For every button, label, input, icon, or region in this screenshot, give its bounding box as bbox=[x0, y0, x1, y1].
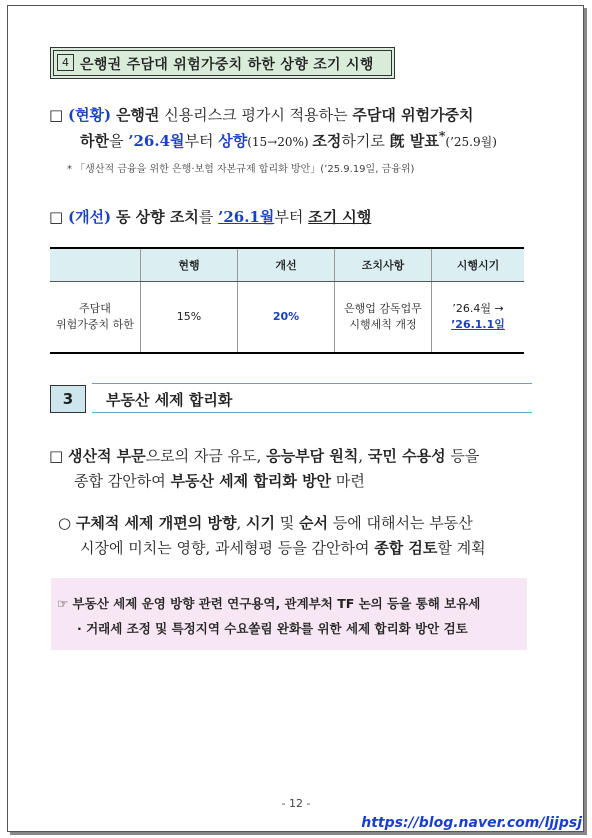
review-box bbox=[51, 578, 527, 650]
para2-line-1 bbox=[58, 512, 473, 533]
current-l2-i: 旣 발표 bbox=[389, 132, 439, 150]
table-header-row bbox=[50, 248, 524, 282]
section-4-title: 은행권 주담대 위험가중치 하한 상향 조기 시행 bbox=[80, 57, 374, 73]
improve-e: 조기 시행 bbox=[308, 208, 372, 226]
table-row bbox=[50, 282, 524, 354]
improve-d: 부터 bbox=[274, 208, 309, 226]
section-4-header bbox=[50, 47, 395, 79]
table-header-cell: 조치사항 bbox=[335, 248, 432, 282]
timing-cell bbox=[432, 282, 525, 354]
para1-d: , bbox=[358, 447, 368, 465]
action-line-1: 은행업 감독업무 bbox=[344, 302, 422, 315]
square-bullet: □ bbox=[49, 447, 64, 465]
page-number: - 12 - bbox=[281, 797, 311, 810]
para1-line-1 bbox=[49, 445, 479, 466]
para1-a: 생산적 부문 bbox=[67, 447, 146, 465]
review-box-line-1: ☞ 부동산 세제 운영 방향 관련 연구용역, 관계부처 TF 논의 등을 통해 보유세 bbox=[57, 596, 481, 611]
para1-i: 마련 bbox=[331, 472, 365, 490]
square-bullet: □ bbox=[49, 208, 64, 226]
current-l2-e: 상향 bbox=[218, 132, 248, 150]
para1-line-2 bbox=[74, 470, 365, 491]
current-l2-c: ’26.4월 bbox=[128, 132, 185, 150]
section-3-header bbox=[92, 383, 532, 413]
section-3-number: 3 bbox=[50, 385, 86, 413]
improve-c: ’26.1월 bbox=[218, 208, 275, 226]
current-l2-f: (15→20%) bbox=[247, 135, 313, 149]
table-header-cell: 현행 bbox=[141, 248, 238, 282]
table-header-cell: 시행시기 bbox=[432, 248, 525, 282]
para1-f: 등을 bbox=[445, 447, 480, 465]
para2-a: 구체적 세제 개편의 방향 bbox=[75, 514, 237, 532]
current-l1-c: 주담대 위험가중치 bbox=[352, 106, 474, 124]
para2-d: 및 bbox=[274, 514, 300, 532]
para2-line-2 bbox=[80, 537, 486, 558]
current-l2-h: 하기로 bbox=[341, 132, 390, 150]
current-l2-d: 부터 bbox=[184, 132, 219, 150]
improve-b: 를 bbox=[198, 208, 219, 226]
current-l2-g: 조정 bbox=[312, 132, 342, 150]
watermark-link[interactable]: https://blog.naver.com/ljjpsj bbox=[361, 815, 582, 831]
improved-value-cell: 20% bbox=[238, 282, 335, 354]
review-box-line-2: · 거래세 조정 및 특정지역 수요쏠림 완화를 위한 세제 합리화 방안 검토 bbox=[77, 621, 468, 636]
measure-table bbox=[50, 247, 524, 354]
improve-line bbox=[49, 206, 371, 227]
footnote: * 「생산적 금융을 위한 은행·보험 자본규제 합리화 방안」(’25.9.19일, 금융위) bbox=[67, 164, 415, 175]
para1-c: 응능부담 원칙 bbox=[266, 447, 359, 465]
circle-bullet: ○ bbox=[58, 514, 72, 532]
current-l2-k: (’25.9월) bbox=[445, 135, 497, 149]
row-label-2: 위험가중치 하한 bbox=[56, 318, 134, 331]
current-l1-b: 신용리스크 평가시 적용하는 bbox=[159, 106, 353, 124]
current-line-1 bbox=[49, 104, 474, 125]
current-l2-a: 하한 bbox=[80, 132, 109, 150]
para1-g: 종합 감안하여 bbox=[74, 472, 171, 490]
improve-tag: (개선) bbox=[67, 208, 112, 226]
para1-b: 으로의 자금 유도, bbox=[145, 447, 267, 465]
para2-c: 시기 bbox=[246, 514, 275, 532]
section-3-title: 부동산 세제 합리화 bbox=[106, 391, 233, 409]
current-l2-b: 을 bbox=[108, 132, 129, 150]
action-line-2: 시행세칙 개정 bbox=[349, 318, 417, 331]
action-cell bbox=[335, 282, 432, 354]
timing-new: ’26.1.1일 bbox=[451, 318, 505, 331]
current-value-cell: 15% bbox=[141, 282, 238, 354]
timing-old: ’26.4월 → bbox=[452, 302, 504, 315]
current-l1-a: 은행권 bbox=[115, 106, 160, 124]
para2-b: , bbox=[236, 514, 246, 532]
section-4-number: 4 bbox=[57, 54, 74, 71]
para2-h: 종합 검토 bbox=[374, 539, 438, 557]
row-label-cell bbox=[50, 282, 141, 354]
table-header-cell: 개선 bbox=[238, 248, 335, 282]
current-l2-j: * bbox=[438, 128, 446, 143]
para1-e: 국민 수용성 bbox=[367, 447, 446, 465]
current-tag: (현황) bbox=[67, 106, 112, 124]
para2-e: 순서 bbox=[299, 514, 328, 532]
square-bullet: □ bbox=[49, 106, 64, 124]
row-label-1: 주담대 bbox=[79, 302, 111, 315]
table-header-cell bbox=[50, 248, 141, 282]
para2-i: 할 계획 bbox=[437, 539, 486, 557]
para2-g: 시장에 미치는 영향, 과세형평 등을 감안하여 bbox=[80, 539, 375, 557]
para1-h: 부동산 세제 합리화 방안 bbox=[170, 472, 332, 490]
improve-a: 동 상향 조치 bbox=[115, 208, 199, 226]
current-line-2 bbox=[80, 128, 497, 151]
para2-f: 등에 대해서는 부동산 bbox=[328, 514, 473, 532]
